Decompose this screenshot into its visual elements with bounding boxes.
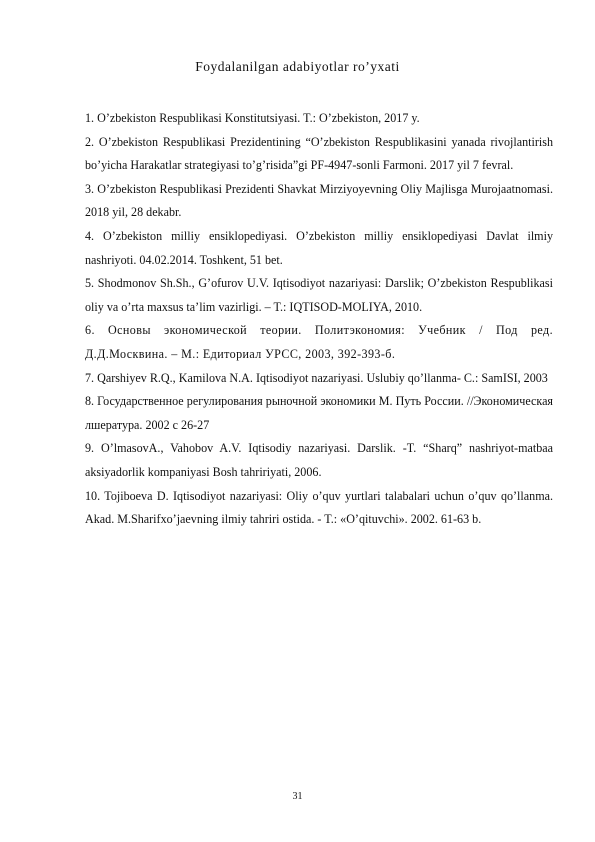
reference-item: 2. O’zbekiston Respublikasi Prezidentining “O’zbekiston Respublikasini yanada rivojlantirish bo’yicha Harakatlar strategiyasi to’g’risida”gi PF-4947-sonli Farmoni. 2017 yil 7 fevral.	[85, 134, 553, 173]
reference-item: 5. Shodmonov Sh.Sh., G’ofurov U.V. Iqtisodiyot nazariyasi: Darslik; O’zbekiston Respublikasi oliy va o’rta maxsus ta’lim vazirligi. – T.: IQTISOD-MOLIYA, 2010.	[85, 276, 553, 314]
page-number: 31	[292, 791, 303, 802]
reference-item: 6. Основы экономической теории. Политэкономия: Учебник / Под ред. Д.Д.Москвина. – М.: Едиториал УРСС, 2003, 392-393-б.	[85, 323, 553, 361]
page-title: Foydalanilgan adabiyotlar ro’yxati	[195, 59, 400, 74]
reference-item: 3. O’zbekiston Respublikasi Prezidenti Shavkat Mirziyoyevning Oliy Majlisga Murojaatnomasi. 2018 yil, 28 dekabr.	[85, 181, 553, 220]
reference-item: 1. O’zbekiston Respublikasi Konstitutsiyasi. T.: O’zbekiston, 2017 y.	[85, 111, 420, 125]
reference-item: 4. O’zbekiston milliy ensiklopediyasi. O’zbekiston milliy ensiklopediyasi Davlat ilmiy nashriyoti. 04.02.2014. Toshkent, 51 bet.	[85, 228, 553, 267]
reference-item: 7. Qarshiyev R.Q., Kamilova N.A. Iqtisodiyot nazariyasi. Uslubiy qo’llanma- C.: SamISI, 2003	[85, 370, 548, 385]
reference-item: 8. Государственное регулирования рыночной экономики М. Путь России. //Экономическая лшература. 2002 с 26-27	[85, 394, 553, 432]
reference-list	[85, 107, 553, 532]
reference-item: 9. O’lmasovA., Vahobov A.V. Iqtisodiy nazariyasi. Darslik. -T. “Sharq” nashriyot-matbaa aksiyadorlik kompaniyasi Bosh tahririyati, 2006.	[85, 441, 553, 479]
reference-item: 10. Tojiboeva D. Iqtisodiyot nazariyasi: Oliy o’quv yurtlari talabalari uchun o’quv qo’llanma. Akad. M.Sharifxo’jaevning ilmiy tahriri ostida. - T.: «O’qituvchi». 2002. 61-63 b.	[85, 488, 553, 527]
